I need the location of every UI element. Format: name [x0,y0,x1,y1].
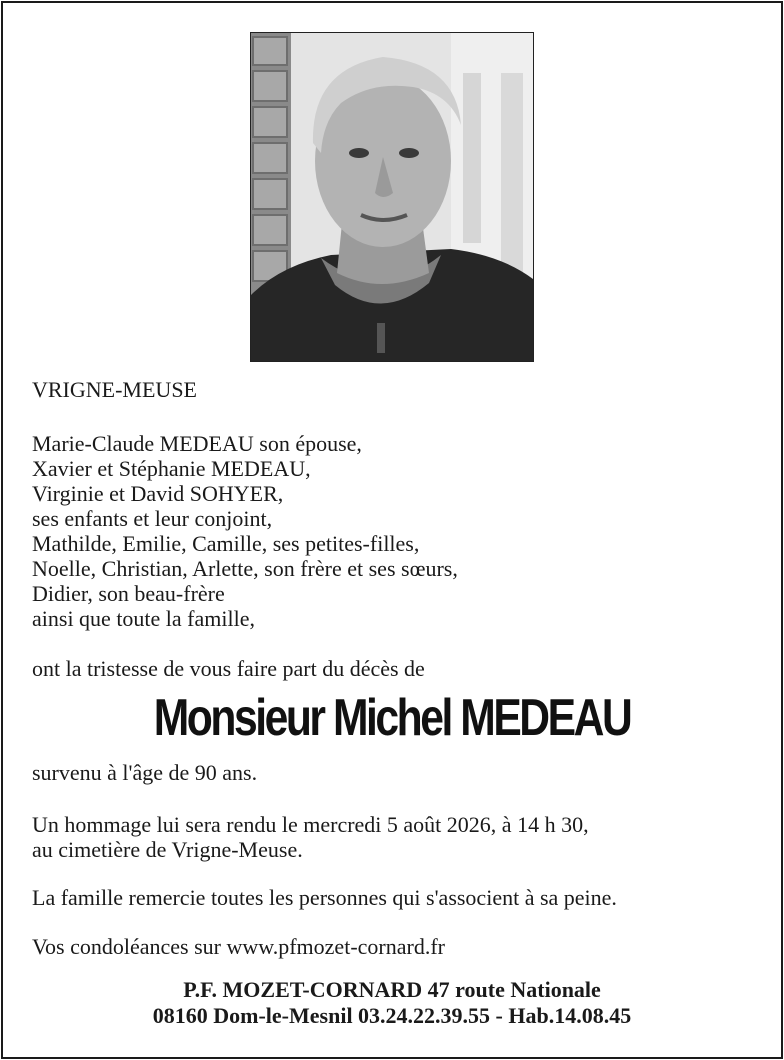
ceremony-line: au cimetière de Vrigne-Meuse. [32,837,303,862]
age-text: survenu à l'âge de 90 ans. [32,760,258,785]
town-name: VRIGNE-MEUSE [32,377,197,402]
funeral-home-address: P.F. MOZET-CORNARD 47 route Nationale [183,977,601,1002]
portrait-photo [250,32,534,362]
ceremony-line: Un hommage lui sera rendu le mercredi 5 août 2026, à 14 h 30, [32,812,589,837]
family-line: Mathilde, Emilie, Camille, ses petites-filles, [32,531,420,556]
announcement-text: ont la tristesse de vous faire part du décès de [32,656,425,681]
funeral-home-contact: 08160 Dom-le-Mesnil 03.24.22.39.55 - Hab.14.08.45 [152,1003,632,1028]
family-line: Marie-Claude MEDEAU son épouse, [32,431,362,456]
family-line: ses enfants et leur conjoint, [32,506,273,531]
family-line: ainsi que toute la famille, [32,606,255,631]
family-line: Didier, son beau-frère [32,581,225,606]
family-line: Virginie et David SOHYER, [32,481,284,506]
thanks-text: La famille remercie toutes les personnes qui s'associent à sa peine. [32,885,617,910]
condolences-text: Vos condoléances sur www.pfmozet-cornard.fr [32,934,445,959]
family-line: Xavier et Stéphanie MEDEAU, [32,456,311,481]
family-line: Noelle, Christian, Arlette, son frère et ses sœurs, [32,556,458,581]
deceased-name: Monsieur Michel MEDEAU [153,689,631,747]
